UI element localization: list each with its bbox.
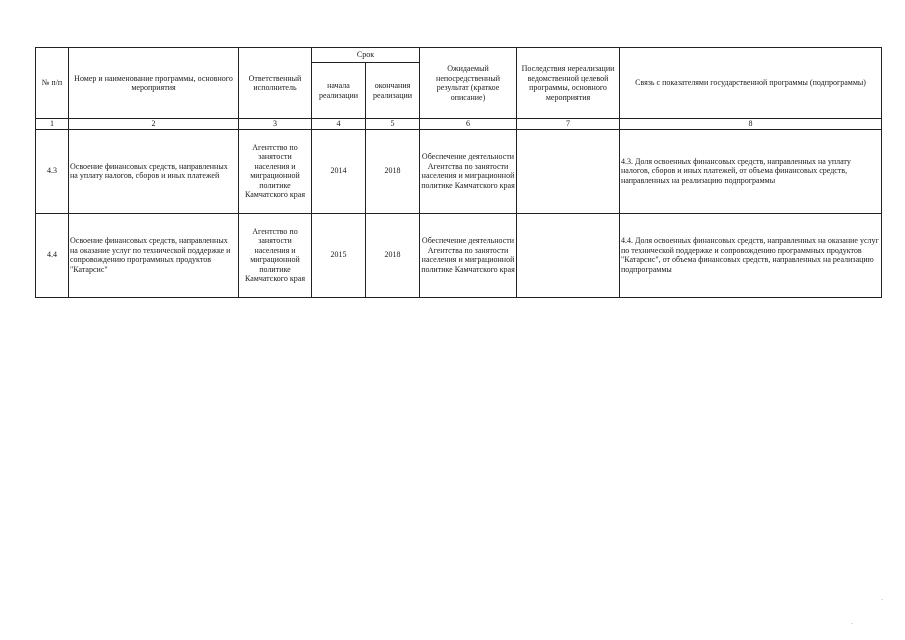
column-number: 2 [69,119,239,130]
header-executor: Ответственный исполнитель [239,48,312,119]
column-number: 4 [312,119,366,130]
row-executor: Агентство по занятости населения и миграционной политике Камчатского края [239,213,312,297]
column-number: 5 [366,119,420,130]
row-result: Обеспечение деятельности Агентства по занятости населения и миграционной политике Камчатского края [420,129,517,213]
table-row [36,129,882,213]
program-table [35,47,882,298]
row-no: 4.4 [36,213,69,297]
header-term: Срок [312,48,420,63]
header-name: Номер и наименование программы, основного мероприятия [69,48,239,119]
header-start: начала реализации [312,63,366,119]
row-link: 4.3. Доля освоенных финансовых средств, направленных на уплату налогов, сборов и иных платежей, от объема финансовых средств, направленных на реализацию подпрограммы [620,129,882,213]
row-link: 4.4. Доля освоенных финансовых средств, направленных на оказание услуг по технической поддержке и сопровождению программных продуктов "Катарсис", от объема финансовых средств, направленных на реализацию подпрограммы [620,213,882,297]
row-end: 2018 [366,213,420,297]
row-start: 2014 [312,129,366,213]
header-consequences: Последствия нереализации ведомственной целевой программы, основного мероприятия [517,48,620,119]
row-consequences [517,213,620,297]
column-number: 1 [36,119,69,130]
row-end: 2018 [366,129,420,213]
header-end: окончания реализации [366,63,420,119]
column-number: 7 [517,119,620,130]
column-number: 6 [420,119,517,130]
row-name: Освоение финансовых средств, направленных на уплату налогов, сборов и иных платежей [69,129,239,213]
table-row [36,213,882,297]
row-name: Освоение финансовых средств, направленных на оказание услуг по технической поддержке и сопровождению программных продуктов "Катарсис" [69,213,239,297]
column-number: 3 [239,119,312,130]
header-result: Ожидаемый непосредственный результат (краткое описание) [420,48,517,119]
scan-speck: · [881,596,884,604]
row-consequences [517,129,620,213]
column-number: 8 [620,119,882,130]
row-no: 4.3 [36,129,69,213]
header-no: № п/п [36,48,69,119]
row-start: 2015 [312,213,366,297]
header-link: Связь с показателями государственной программы (подпрограммы) [620,48,882,119]
scan-speck: · [851,620,854,628]
row-result: Обеспечение деятельности Агентства по занятости населения и миграционной политике Камчатского края [420,213,517,297]
row-executor: Агентство по занятости населения и миграционной политике Камчатского края [239,129,312,213]
